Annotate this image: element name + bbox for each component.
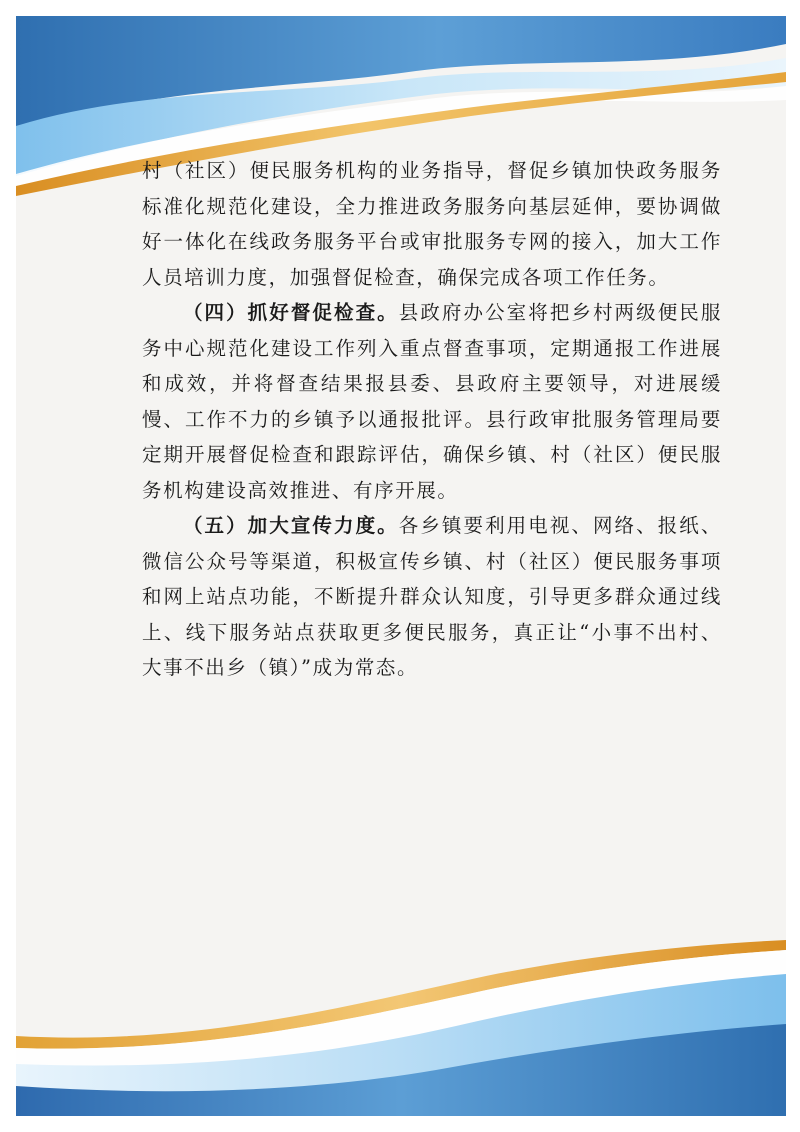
paragraph-text: 各乡镇要利用电视、网络、报纸、微信公众号等渠道，积极宣传乡镇、村（社区）便民服务事项和网上站点功能，不断提升群众认知度，引导更多群众通过线上、线下服务站点获取更多便民服务，真正让“小事不出村、大事不出乡（镇）”成为常态。	[142, 514, 722, 679]
paragraph-heading: （五）加大宣传力度。	[182, 514, 399, 537]
document-page	[16, 16, 786, 1116]
paragraph-supervision	[142, 295, 722, 508]
document-body	[142, 153, 722, 686]
paragraph-text: 县政府办公室将把乡村两级便民服务中心规范化建设工作列入重点督查事项，定期通报工作进展和成效，并将督查结果报县委、县政府主要领导，对进展缓慢、工作不力的乡镇予以通报批评。县行政审批服务管理局要定期开展督促检查和跟踪评估，确保乡镇、村（社区）便民服务机构建设高效推进、有序开展。	[142, 301, 722, 502]
bottom-wave-decoration	[16, 936, 786, 1116]
paragraph-text: 村（社区）便民服务机构的业务指导，督促乡镇加快政务服务标准化规范化建设，全力推进政务服务向基层延伸，要协调做好一体化在线政务服务平台或审批服务专网的接入，加大工作人员培训力度，加强督促检查，确保完成各项工作任务。	[142, 159, 722, 289]
paragraph-publicity	[142, 508, 722, 686]
paragraph-heading: （四）抓好督促检查。	[182, 301, 399, 324]
paragraph-continued	[142, 153, 722, 295]
